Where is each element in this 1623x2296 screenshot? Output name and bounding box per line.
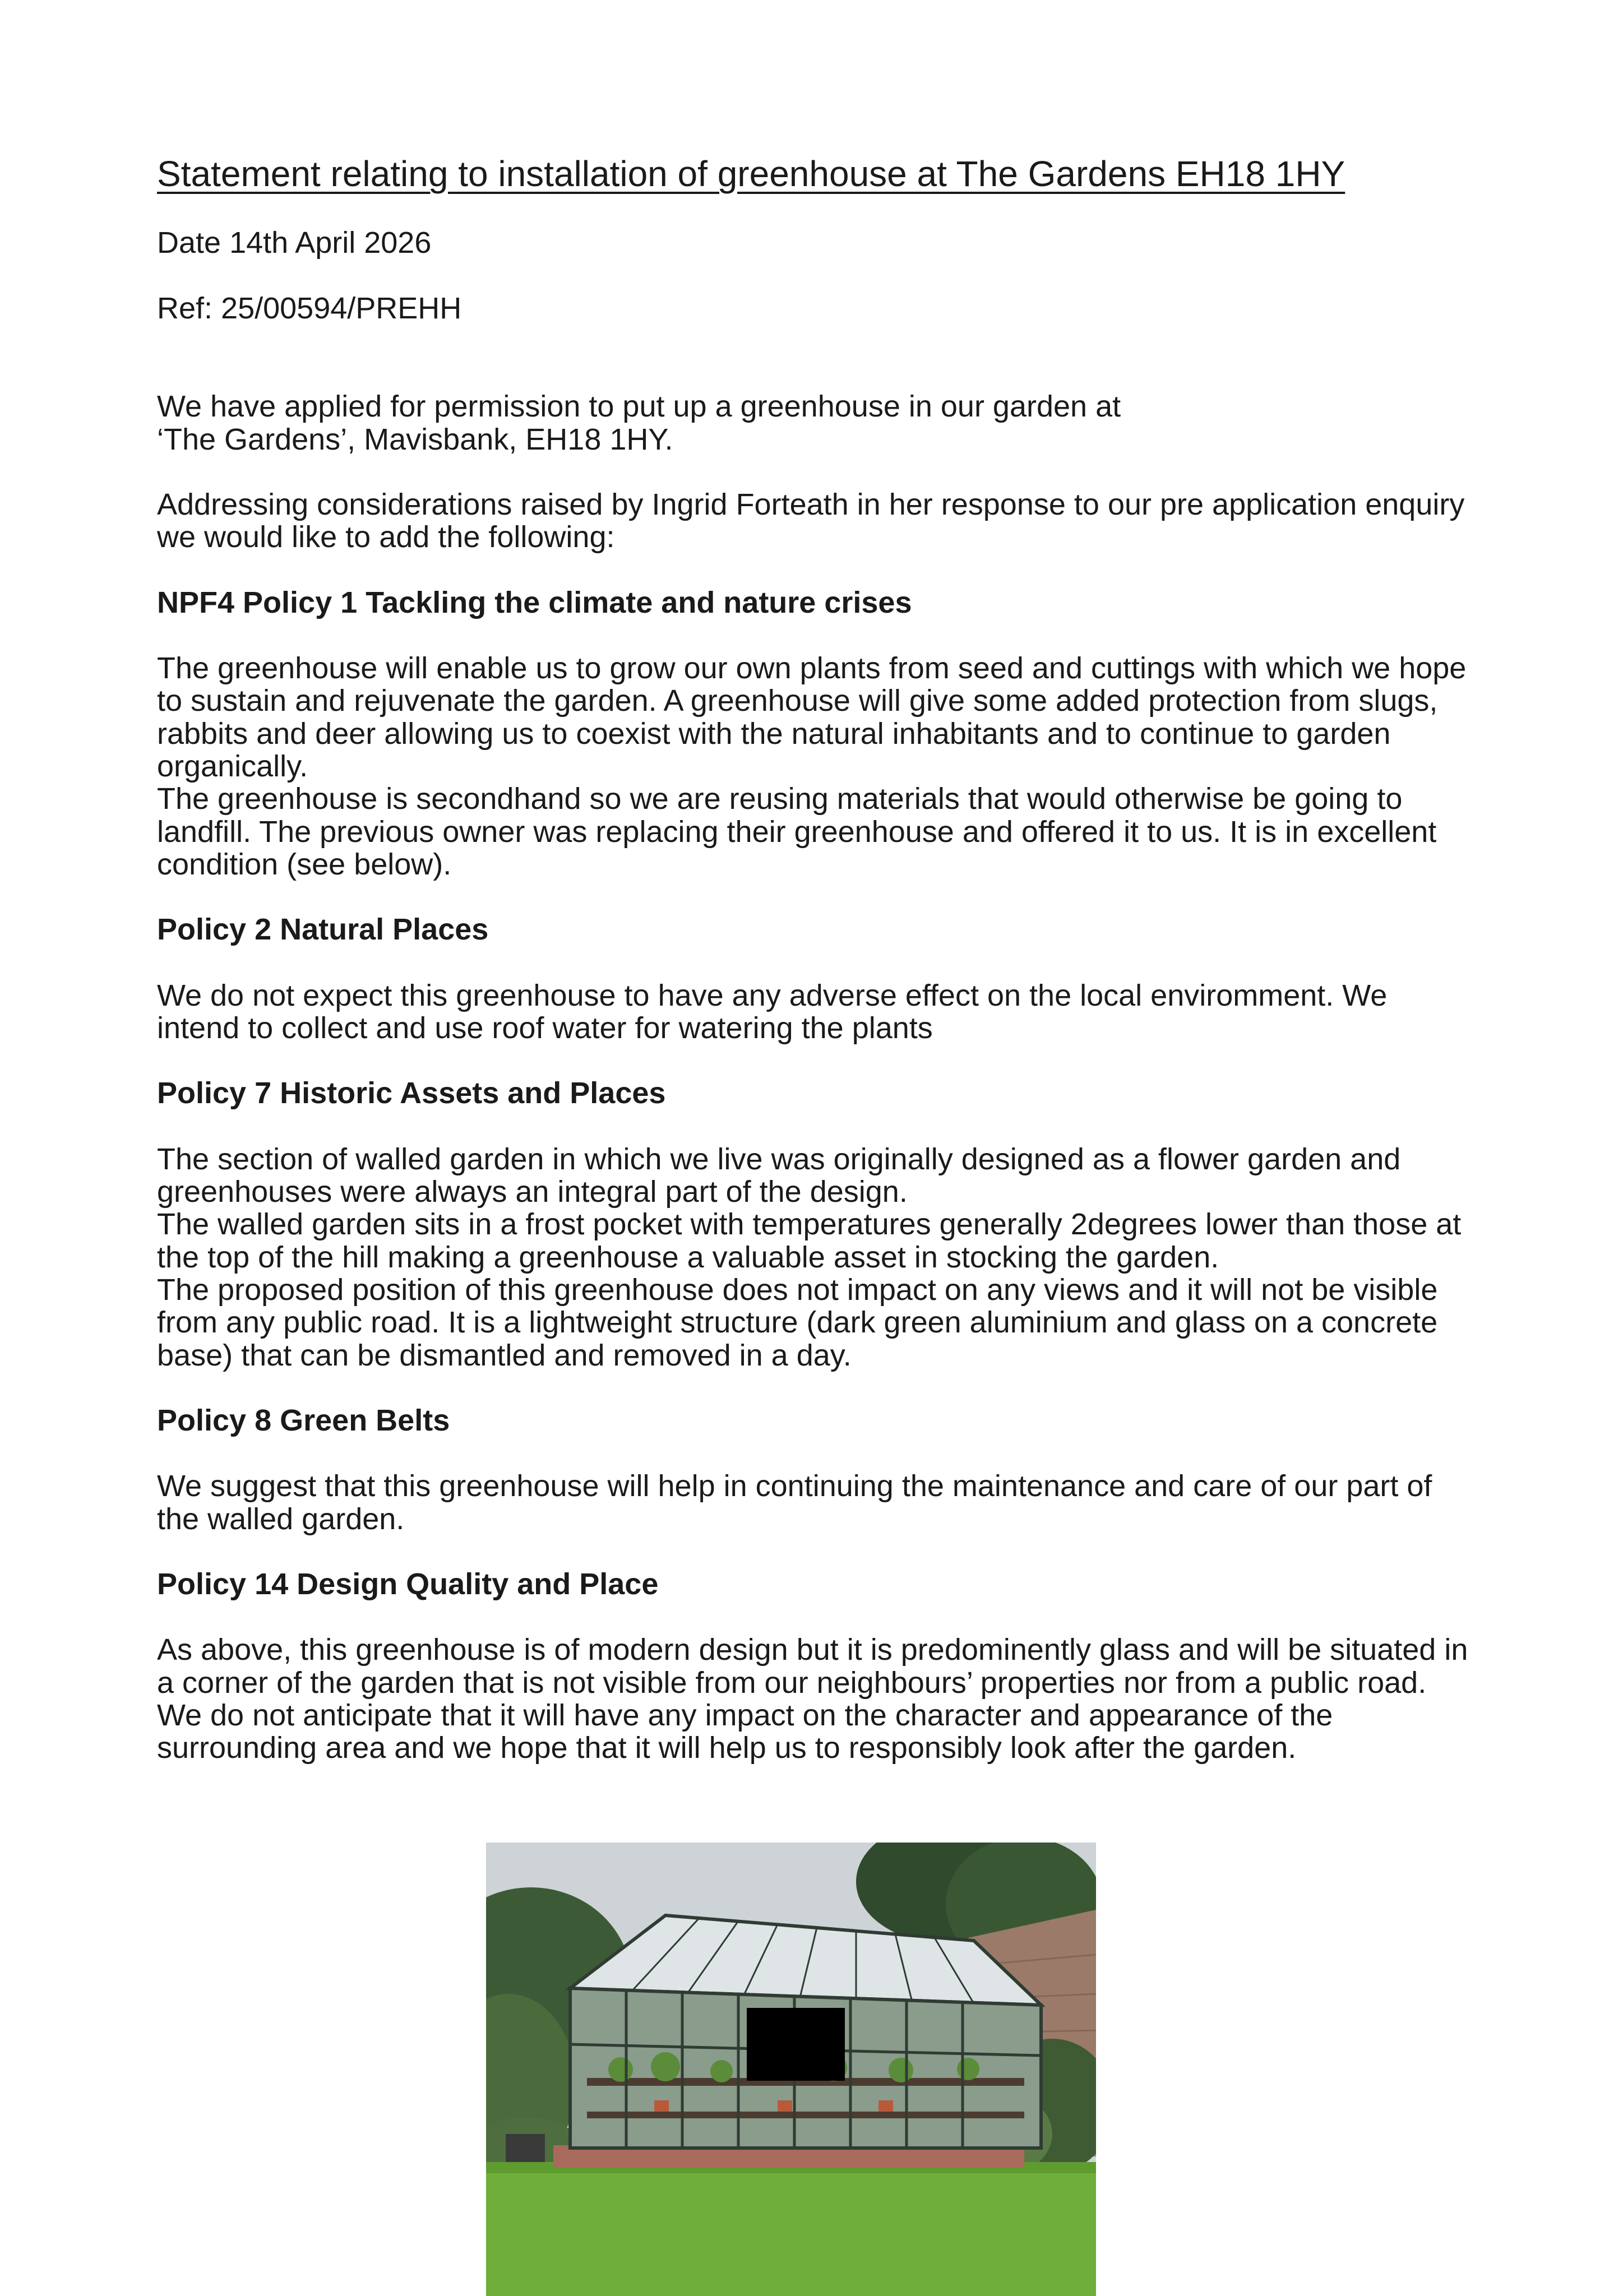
- greenhouse-illustration: [486, 1843, 1096, 2296]
- document-page: [157, 152, 1514, 1764]
- section-body-policy-1: The greenhouse will enable us to grow our own plants from seed and cuttings with which we hope to sustain and rejuvenate the garden. A greenhouse will give some added protection from slugs, rabbits and deer allowing us to coexist with the natural inhabitants and to continue to garden organically. The greenhouse is secondhand so we are reusing materials that would otherwise be going to landfill. The previous owner was replacing their greenhouse and offered it to us. It is in excellent condition (see below).: [157, 651, 1467, 881]
- section-heading-policy-8: Policy 8 Green Belts: [157, 1403, 450, 1437]
- intro-paragraph-1: We have applied for permission to put up a greenhouse in our garden at ‘The Gardens’, Mavisbank, EH18 1HY.: [157, 390, 1121, 456]
- section-body-policy-7: The section of walled garden in which we live was originally designed as a flower garden and greenhouses were always an integral part of the design. The walled garden sits in a frost pocket with temperatures generally 2degrees lower than those at the top of the hill making a greenhouse a valuable asset in stocking the garden. The proposed position of this greenhouse does not impact on any views and it will not be visible from any public road. It is a lightweight structure (dark green aluminium and glass on a concrete base) that can be dismantled and removed in a day.: [157, 1142, 1462, 1372]
- document-reference: Ref: 25/00594/PREHH: [157, 291, 462, 325]
- section-heading-policy-2: Policy 2 Natural Places: [157, 913, 489, 947]
- section-heading-policy-1: NPF4 Policy 1 Tackling the climate and nature crises: [157, 585, 912, 619]
- document-date: Date 14th April 2026: [157, 225, 432, 260]
- intro-paragraph-2: Addressing considerations raised by Ingrid Forteath in her response to our pre application enquiry we would like to add the following:: [157, 488, 1465, 554]
- section-body-policy-2: We do not expect this greenhouse to have any adverse effect on the local enviromment. We intend to collect and use roof water for watering the plants: [157, 978, 1388, 1045]
- greenhouse-photo: [486, 1843, 1096, 2296]
- section-heading-policy-14: Policy 14 Design Quality and Place: [157, 1567, 659, 1601]
- document-title: Statement relating to installation of greenhouse at The Gardens EH18 1HY: [157, 154, 1345, 194]
- section-body-policy-8: We suggest that this greenhouse will help in continuing the maintenance and care of our part of the walled garden.: [157, 1469, 1432, 1536]
- section-heading-policy-7: Policy 7 Historic Assets and Places: [157, 1076, 666, 1110]
- section-body-policy-14: As above, this greenhouse is of modern design but it is predominently glass and will be situated in a corner of the garden that is not visible from our neighbours’ properties nor from a public road. We do not anticipate that it will have any impact on the character and appearance of the surrounding area and we hope that it will help us to responsibly look after the garden.: [157, 1633, 1468, 1765]
